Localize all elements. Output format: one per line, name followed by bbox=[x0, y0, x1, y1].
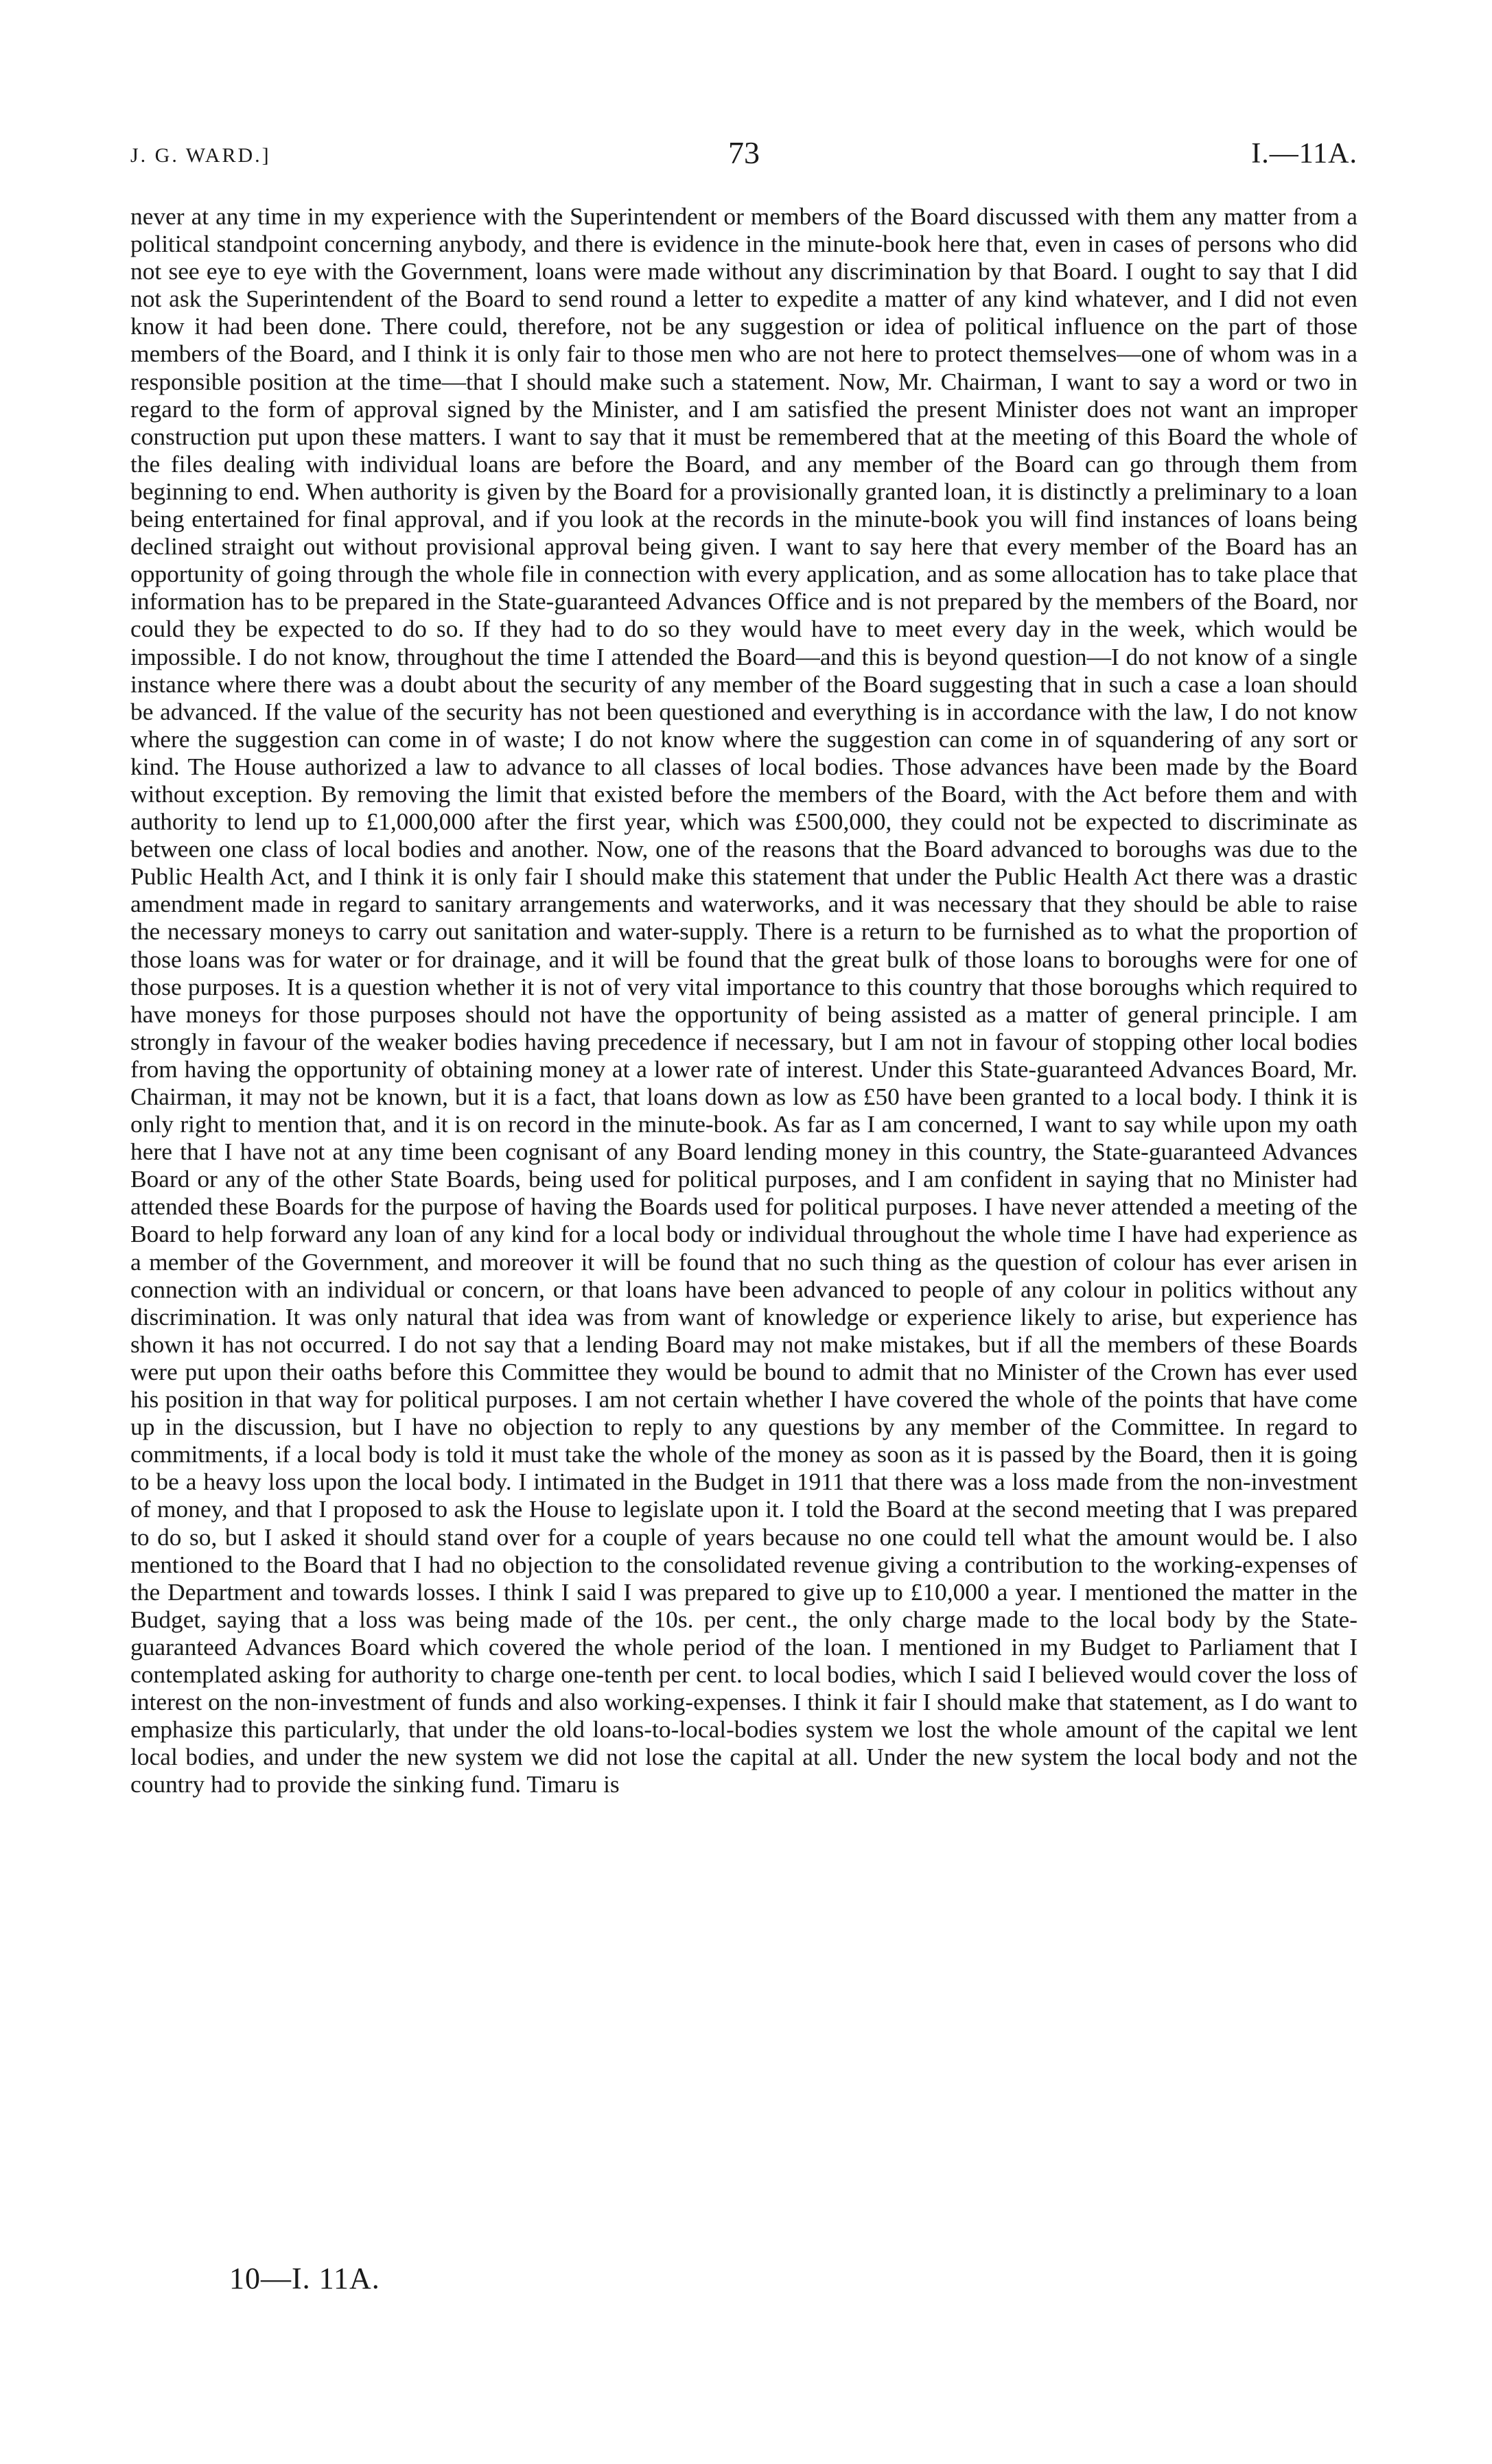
signature-mark: 10—I. 11A. bbox=[229, 2262, 380, 2295]
document-reference: I.—11A. bbox=[1251, 138, 1357, 169]
page-header bbox=[130, 134, 1357, 176]
body-paragraph: never at any time in my experience with the Superintendent or members of the Board discussed with them any matter from a political standpoint concerning anybody, and there is evidence in the minute-book here that, even in cases of persons who did not see eye to eye with the Government, loans were made without any discrimination by that Board. I ought to say that I did not ask the Superintendent of the Board to send round a letter to expedite a matter of any kind whatever, and I did not even know it had been done. There could, therefore, not be any suggestion or idea of political influence on the part of those members of the Board, and I think it is only fair to those men who are not here to protect themselves—one of whom was in a responsible position at the time—that I should make such a statement. Now, Mr. Chairman, I want to say a word or two in regard to the form of approval signed by the Minister, and I am satisfied the present Minister does not want an improper construction put upon these matters. I want to say that it must be remembered that at the meeting of this Board the whole of the files dealing with individual loans are before the Board, and any member of the Board can go through them from beginning to end. When authority is given by the Board for a provisionally granted loan, it is distinctly a preliminary to a loan being entertained for final approval, and if you look at the records in the minute-book you will find instances of loans being declined straight out without provisional approval being given. I want to say here that every member of the Board has an opportunity of going through the whole file in connection with every application, and as some allocation has to take place that information has to be prepared in the State-guaranteed Advances Office and is not prepared by the members of the Board, nor could they be expected to do so. If they had to do so they would have to meet every day in the week, which would be impossible. I do not know, throughout the time I attended the Board—and this is beyond question—I do not know of a single instance where there was a doubt about the security of any member of the Board suggesting that in such a case a loan should be advanced. If the value of the security has not been questioned and everything is in accordance with the law, I do not know where the suggestion can come in of waste; I do not know where the suggestion can come in of squandering of any sort or kind. The House authorized a law to advance to all classes of local bodies. Those advances have been made by the Board without exception. By removing the limit that existed before the members of the Board, with the Act before them and with authority to lend up to £1,000,000 after the first year, which was £500,000, they could not be expected to discriminate as between one class of local bodies and another. Now, one of the reasons that the Board advanced to boroughs was due to the Public Health Act, and I think it is only fair I should make this statement that under the Public Health Act there was a drastic amendment made in regard to sanitary arrangements and waterworks, and it was necessary that they should be able to raise the necessary moneys to carry out sanitation and water-supply. There is a return to be furnished as to what the proportion of those loans was for water or for drainage, and it will be found that the great bulk of those loans to boroughs were for one of those purposes. It is a question whether it is not of very vital importance to this country that those boroughs which required to have moneys for those purposes should not have the opportunity of being assisted as a matter of general principle. I am strongly in favour of the weaker bodies having precedence if necessary, but I am not in favour of stopping other local bodies from having the opportunity of obtaining money at a lower rate of interest. Under this State-guaranteed Advances Board, Mr. Chairman, it may not be known, but it is a fact, that loans down as low as £50 have been granted to a local body. I think it is only right to mention that, and it is on record in the minute-book. As far as I am concerned, I want to say while upon my oath here that I have not at any time been cognisant of any Board lending money in this country, the State-guaranteed Advances Board or any of the other State Boards, being used for political purposes, and I am confident in saying that no Minister had attended these Boards for the purpose of having the Boards used for political purposes. I have never attended a meeting of the Board to help forward any loan of any kind for a local body or individual throughout the whole time I have had experience as a member of the Government, and moreover it will be found that no such thing as the question of colour has ever arisen in connection with an individual or concern, or that loans have been advanced to people of any colour in politics without any discrimination. It was only natural that idea was from want of knowledge or experience likely to arise, but experience has shown it has not occurred. I do not say that a lending Board may not make mistakes, but if all the members of these Boards were put upon their oaths before this Committee they would be bound to admit that no Minister of the Crown has ever used his position in that way for political purposes. I am not certain whether I have covered the whole of the points that have come up in the discussion, but I have no objection to reply to any questions by any member of the Committee. In regard to commitments, if a local body is told it must take the whole of the money as soon as it is passed by the Board, then it is going to be a heavy loss upon the local body. I intimated in the Budget in 1911 that there was a loss made from the non-investment of money, and that I proposed to ask the House to legislate upon it. I told the Board at the second meeting that I was prepared to do so, but I asked it should stand over for a couple of years because no one could tell what the amount would be. I also mentioned to the Board that I had no objection to the consolidated revenue giving a contribution to the working-expenses of the Department and towards losses. I think I said I was prepared to give up to £10,000 a year. I mentioned the matter in the Budget, saying that a loss was being made of the 10s. per cent., the only charge made to the local body by the State-guaranteed Advances Board which covered the whole period of the loan. I mentioned in my Budget to Parliament that I contemplated asking for authority to charge one-tenth per cent. to local bodies, which I said I believed would cover the loss of interest on the non-investment of funds and also working-expenses. I think it fair I should make that statement, as I do want to emphasize this particularly, that under the old loans-to-local-bodies system we lost the whole amount of the capital we lent local bodies, and under the new system we did not lose the capital at all. Under the new system the local body and not the country had to provide the sinking fund. Timaru is bbox=[130, 202, 1357, 1798]
page-number: 73 bbox=[728, 135, 760, 170]
speaker-name: J. G. WARD.] bbox=[130, 144, 271, 167]
